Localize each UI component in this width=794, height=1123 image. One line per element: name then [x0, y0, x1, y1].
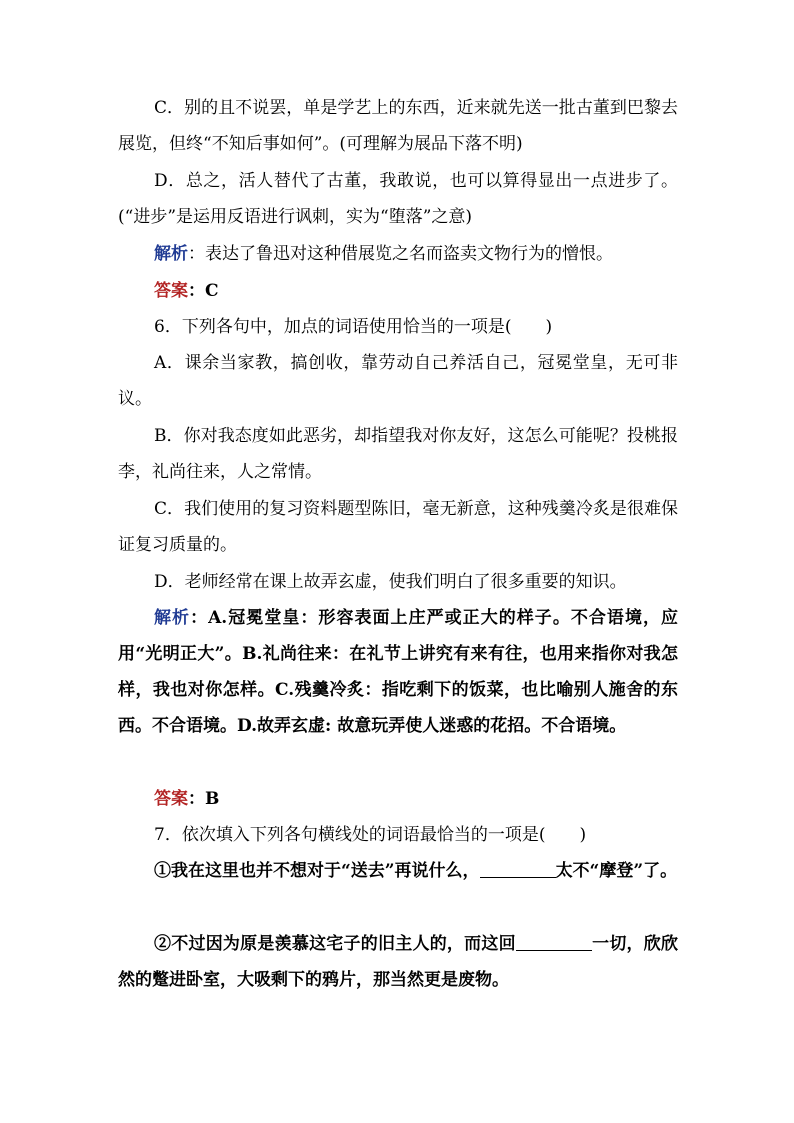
q5-option-d: D．总之，活人替代了古董，我敢说，也可以算得显出一点进步了。(“进步”是运用反语进行讽刺，实为“堕落”之意): [118, 171, 678, 227]
q7-stem: 7．依次填入下列各句横线处的词语最恰当的一项是( ): [154, 825, 587, 845]
analysis-label: 解析: [154, 608, 191, 628]
q5-answer: [118, 273, 678, 309]
q6-stem: 6．下列各句中，加点的词语使用恰当的一项是( ): [154, 317, 553, 337]
q5-analysis: [118, 236, 678, 272]
answer-label: 答案: [154, 789, 188, 809]
q7-s2-after: 一切，欣欣然的蹩进卧室，大吸剩下的鸦片，那当然更是废物。: [118, 934, 679, 990]
q6-option-b: B．你对我态度如此恶劣，却指望我对你友好，这怎么可能呢？投桃报李，礼尚往来，人之常情。: [118, 426, 678, 482]
fill-blank-1[interactable]: [480, 859, 556, 878]
answer-text: ：B: [188, 789, 220, 809]
analysis-text: ：表达了鲁迅对这种借展览之名而盗卖文物行为的憎恨。: [188, 244, 613, 264]
answer-text: ：C: [188, 281, 219, 301]
analysis-text: ：A.冠冕堂皇：形容表面上庄严或正大的样子。不合语境，应用“光明正大”。B.礼尚往来：在礼节上讲究有来有往，也用来指你对我怎样，我也对你怎样。C.残羹冷炙：指吃剩下的饭菜，也比喻别人施舍的东西。不合语境。D.故弄玄虚: 故意玩弄使人迷惑的花招。不合语境。: [118, 608, 679, 736]
answer-label: 答案: [154, 281, 188, 301]
q6-answer: [118, 781, 678, 817]
q5-option-c: C．别的且不说罢，单是学艺上的东西，近来就先送一批古董到巴黎去展览，但终“不知后事如何”。(可理解为展品下落不明): [118, 98, 678, 154]
q7-sentence-2: [118, 926, 678, 998]
q7-s1-before: ①我在这里也并不想对于“送去”再说什么，: [154, 861, 480, 881]
q7-sentence-1: [118, 853, 678, 889]
q6-option-a: A．课余当家教，搞创收，靠劳动自己养活自己，冠冕堂皇，无可非议。: [118, 353, 678, 409]
q6-analysis: [118, 600, 678, 744]
q7-s1-after: 太不“摩登”了。: [555, 861, 678, 881]
q6-option-d: D．老师经常在课上故弄玄虚，使我们明白了很多重要的知识。: [154, 572, 627, 592]
fill-blank-2[interactable]: [516, 932, 592, 951]
q7-s2-before: ②不过因为原是羡慕这宅子的旧主人的，而这回: [154, 934, 516, 954]
analysis-label: 解析: [154, 244, 188, 264]
q6-option-c: C．我们使用的复习资料题型陈旧，毫无新意，这种残羹冷炙是很难保证复习质量的。: [118, 499, 678, 555]
